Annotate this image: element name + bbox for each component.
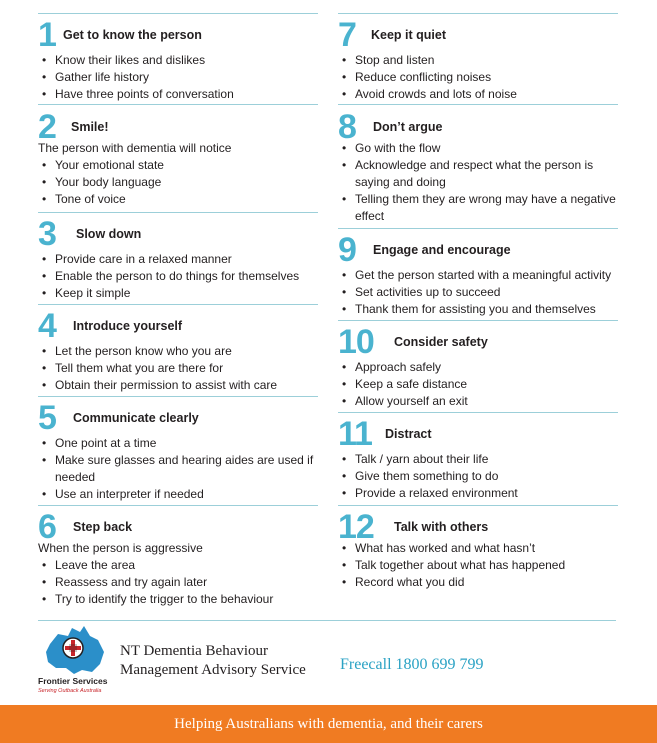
list-item: • Your body language bbox=[38, 174, 318, 191]
list-item: • Gather life history bbox=[38, 69, 318, 86]
tip-5 bbox=[38, 401, 318, 503]
right-column bbox=[338, 0, 618, 610]
tip-2 bbox=[38, 110, 318, 208]
tip-title: Keep it quiet bbox=[371, 28, 447, 42]
tip-intro: When the person is aggressive bbox=[38, 541, 203, 555]
divider bbox=[38, 104, 318, 105]
tip-4 bbox=[38, 309, 318, 394]
list-item: • Keep it simple bbox=[38, 285, 318, 302]
list-item: • Telling them they are wrong may have a negative effect bbox=[338, 191, 618, 225]
tip-number: 10 bbox=[338, 323, 374, 361]
tip-number: 3 bbox=[38, 215, 56, 253]
tip-title: Get to know the person bbox=[63, 28, 202, 42]
tip-1 bbox=[38, 18, 318, 103]
tip-number: 9 bbox=[338, 231, 356, 269]
divider bbox=[338, 13, 618, 14]
list-item: • Let the person know who you are bbox=[38, 343, 318, 360]
tip-title: Step back bbox=[73, 520, 133, 534]
banner-text: Helping Australians with dementia, and their carers bbox=[174, 715, 483, 732]
list-item: • Provide care in a relaxed manner bbox=[38, 251, 318, 268]
footer-banner bbox=[0, 705, 657, 743]
list-item: • Provide a relaxed environment bbox=[338, 485, 618, 502]
tip-7 bbox=[338, 18, 618, 103]
logo-tagline: Serving Outback Australia bbox=[38, 688, 102, 694]
list-item: • Keep a safe distance bbox=[338, 376, 618, 393]
list-item: • Reduce conflicting noises bbox=[338, 69, 618, 86]
tip-title: Consider safety bbox=[394, 335, 488, 349]
tip-6 bbox=[38, 510, 318, 608]
tip-number: 11 bbox=[338, 415, 372, 453]
tip-number: 4 bbox=[38, 307, 56, 345]
list-item: • Thank them for assisting you and themselves bbox=[338, 301, 618, 318]
tip-number: 2 bbox=[38, 108, 56, 146]
list-item: • Talk / yarn about their life bbox=[338, 451, 618, 468]
list-item: • Obtain their permission to assist with care bbox=[38, 377, 318, 394]
list-item: • Talk together about what has happened bbox=[338, 557, 618, 574]
list-item: • Go with the flow bbox=[338, 140, 618, 157]
list-item: • Reassess and try again later bbox=[38, 574, 318, 591]
tip-number: 6 bbox=[38, 508, 56, 546]
divider bbox=[338, 104, 618, 105]
divider bbox=[338, 412, 618, 413]
tip-title: Don’t argue bbox=[373, 120, 443, 134]
list-item: • Leave the area bbox=[38, 557, 318, 574]
tip-number: 8 bbox=[338, 108, 356, 146]
australia-map-icon bbox=[40, 624, 110, 680]
list-item: • Approach safely bbox=[338, 359, 618, 376]
tip-title: Engage and encourage bbox=[373, 243, 511, 257]
logo-name: Frontier Services bbox=[38, 676, 108, 686]
list-item: • Allow yourself an exit bbox=[338, 393, 618, 410]
left-column bbox=[38, 0, 318, 610]
list-item: • One point at a time bbox=[38, 435, 318, 452]
tip-intro: The person with dementia will notice bbox=[38, 141, 232, 155]
tip-title: Talk with others bbox=[394, 520, 489, 534]
service-name-line-2: Management Advisory Service bbox=[120, 662, 306, 678]
divider bbox=[38, 505, 318, 506]
divider bbox=[38, 212, 318, 213]
list-item: • Know their likes and dislikes bbox=[38, 52, 318, 69]
list-item: • Tell them what you are there for bbox=[38, 360, 318, 377]
tip-number: 7 bbox=[338, 16, 356, 54]
list-item: • Use an interpreter if needed bbox=[38, 486, 318, 503]
list-item: • Acknowledge and respect what the person is saying and doing bbox=[338, 157, 618, 191]
list-item: • Give them something to do bbox=[338, 468, 618, 485]
divider bbox=[338, 228, 618, 229]
list-item: • Avoid crowds and lots of noise bbox=[338, 86, 618, 103]
list-item: • Enable the person to do things for themselves bbox=[38, 268, 318, 285]
tip-title: Slow down bbox=[76, 227, 142, 241]
tip-3 bbox=[38, 217, 318, 302]
tip-9 bbox=[338, 233, 618, 318]
list-item: • Set activities up to succeed bbox=[338, 284, 618, 301]
divider bbox=[338, 505, 618, 506]
tip-8 bbox=[338, 110, 618, 225]
list-item: • Make sure glasses and hearing aides are used if needed bbox=[38, 452, 318, 486]
divider bbox=[38, 396, 318, 397]
list-item: • Your emotional state bbox=[38, 157, 318, 174]
tip-title: Communicate clearly bbox=[73, 411, 199, 425]
freecall-number: Freecall 1800 699 799 bbox=[340, 656, 484, 673]
frontier-services-logo-icon bbox=[40, 624, 118, 698]
tip-10 bbox=[338, 325, 618, 410]
divider bbox=[38, 13, 318, 14]
list-item: • What has worked and what hasn’t bbox=[338, 540, 618, 557]
tip-number: 12 bbox=[338, 508, 374, 546]
list-item: • Tone of voice bbox=[38, 191, 318, 208]
tip-12 bbox=[338, 510, 618, 591]
list-item: • Stop and listen bbox=[338, 52, 618, 69]
tip-number: 1 bbox=[38, 16, 56, 54]
divider bbox=[38, 304, 318, 305]
tip-number: 5 bbox=[38, 399, 56, 437]
divider bbox=[338, 320, 618, 321]
tip-11 bbox=[338, 417, 618, 502]
list-item: • Try to identify the trigger to the behaviour bbox=[38, 591, 318, 608]
service-name bbox=[120, 642, 306, 680]
service-name-line-1: NT Dementia Behaviour bbox=[120, 643, 269, 659]
list-item: • Have three points of conversation bbox=[38, 86, 318, 103]
list-item: • Get the person started with a meaningful activity bbox=[338, 267, 618, 284]
tip-title: Introduce yourself bbox=[73, 319, 183, 333]
tip-title: Distract bbox=[385, 427, 432, 441]
tip-title: Smile! bbox=[71, 120, 109, 134]
list-item: • Record what you did bbox=[338, 574, 618, 591]
footer-divider bbox=[38, 620, 616, 621]
